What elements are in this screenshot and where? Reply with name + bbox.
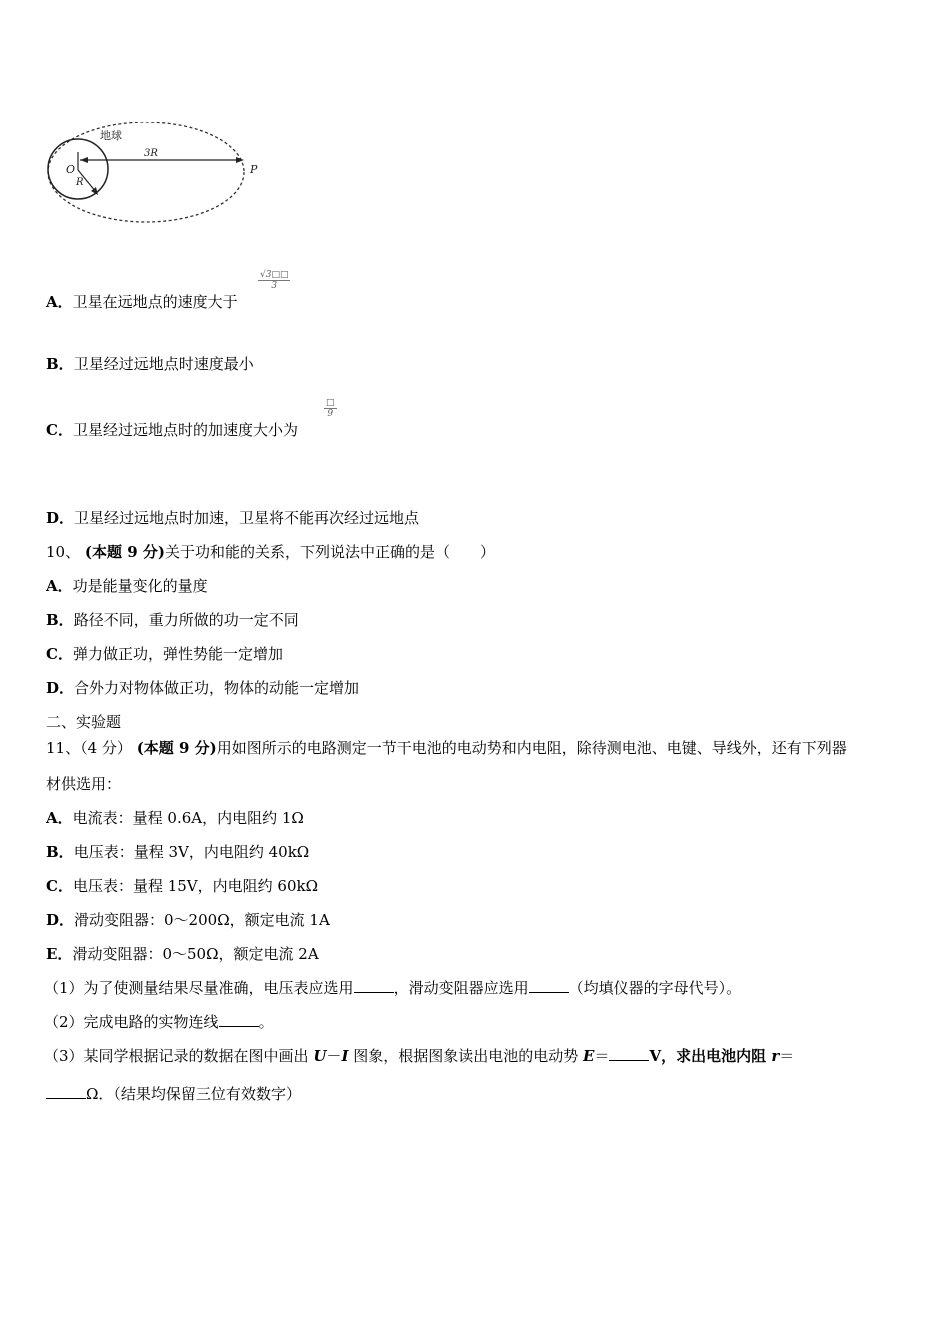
- option-letter: D．: [46, 911, 75, 929]
- distance-label: 3R: [144, 148, 158, 159]
- q9-option-b: [46, 354, 254, 374]
- option-text: 电压表：量程 15V，内电阻约 60kΩ: [72, 877, 319, 895]
- option-text: 滑动变阻器：0～200Ω，额定电流 1A: [74, 911, 330, 929]
- answer-blank[interactable]: [46, 1084, 86, 1099]
- question-tag: (本题 9 分): [136, 739, 217, 757]
- option-text: 电压表：量程 3V，内电阻约 40kΩ: [73, 843, 310, 861]
- q11-option-c: [46, 876, 318, 896]
- q9-option-c: [46, 420, 298, 440]
- q9-option-a: [46, 292, 238, 312]
- question-text: 用如图所示的电路测定一节干电池的电动势和内电阻，除待测电池、电键、导线外，还有下列器: [216, 739, 847, 757]
- option-letter: C．: [46, 645, 73, 663]
- equals-sign: ＝: [779, 1047, 795, 1065]
- option-text: 弹力做正功，弹性势能一定增加: [72, 645, 283, 663]
- fraction-numerator: √3□□: [260, 270, 289, 280]
- variable-u: U: [313, 1047, 327, 1065]
- part-number: （3）: [44, 1047, 84, 1065]
- question-number: 11、（4 分）: [46, 739, 132, 757]
- q11-option-d: [46, 910, 330, 930]
- part-text: Ω．（结果均保留三位有效数字）: [86, 1085, 301, 1103]
- part-text: ，滑动变阻器应选用: [393, 979, 529, 997]
- variable-i: I: [341, 1047, 349, 1065]
- option-letter: D．: [46, 679, 75, 697]
- fraction-denominator: 3: [271, 281, 278, 291]
- part-text: 某同学根据记录的数据在图中画出: [83, 1047, 314, 1065]
- arrow-left-head: [80, 157, 88, 163]
- answer-blank[interactable]: [529, 978, 569, 993]
- option-letter: B．: [46, 355, 74, 373]
- q11-part-2: [44, 1012, 274, 1032]
- q10-stem: [46, 542, 495, 562]
- part-text: （均填仪器的字母代号）。: [568, 979, 742, 997]
- r-label: R: [76, 177, 84, 188]
- answer-blank[interactable]: [219, 1012, 259, 1027]
- option-text: 卫星在远地点的速度大于: [72, 293, 238, 311]
- earth-label: 地球: [100, 129, 122, 142]
- part-text: 。: [258, 1013, 274, 1031]
- q11-part-3-continued: [46, 1084, 301, 1104]
- option-text: 滑动变阻器：0～50Ω，额定电流 2A: [72, 945, 319, 963]
- question-tag: (本题 9 分): [84, 543, 165, 561]
- fraction-numerator: □: [326, 398, 335, 408]
- option-letter: B．: [46, 843, 74, 861]
- q9-a-fraction: [258, 270, 290, 291]
- answer-blank[interactable]: [609, 1046, 649, 1061]
- option-text: 合外力对物体做正功，物体的动能一定增加: [74, 679, 360, 697]
- part-text: 完成电路的实物连线: [83, 1013, 219, 1031]
- q11-stem: [46, 738, 847, 758]
- option-letter: B．: [46, 611, 74, 629]
- q11-stem-continued: 材供选用：: [46, 775, 122, 793]
- fraction-denominator: 9: [327, 409, 334, 419]
- center-label: O: [66, 163, 76, 176]
- q11-option-b: [46, 842, 309, 862]
- option-letter: A．: [46, 293, 73, 311]
- orbit-ellipse: [48, 122, 244, 222]
- part-number: （1）: [44, 979, 84, 997]
- option-letter: C．: [46, 877, 73, 895]
- question-number: 10、: [46, 543, 81, 561]
- option-letter: A．: [46, 577, 73, 595]
- option-text: 卫星经过远地点时速度最小: [73, 355, 254, 373]
- dash: －: [326, 1047, 342, 1065]
- variable-e: E: [583, 1047, 595, 1065]
- part-text: V，求出电池内阻: [649, 1047, 772, 1065]
- variable-r: r: [771, 1047, 780, 1065]
- arrow-right-head: [236, 157, 244, 163]
- option-letter: A．: [46, 809, 73, 827]
- q10-option-b: [46, 610, 299, 630]
- option-text: 路径不同，重力所做的功一定不同: [73, 611, 299, 629]
- option-text: 卫星经过远地点时加速，卫星将不能再次经过远地点: [74, 509, 420, 527]
- q9-c-fraction: [324, 398, 337, 419]
- part-text: 为了使测量结果尽量准确，电压表应选用: [83, 979, 354, 997]
- part-text: 图象，根据图象读出电池的电动势: [348, 1047, 584, 1065]
- question-text: 关于功和能的关系，下列说法中正确的是（ ）: [164, 543, 495, 561]
- q9-option-d: [46, 508, 419, 528]
- q11-option-e: [46, 944, 319, 964]
- part-number: （2）: [44, 1013, 84, 1031]
- option-letter: E．: [46, 945, 73, 963]
- option-letter: C．: [46, 421, 73, 439]
- equals-sign: ＝: [594, 1047, 610, 1065]
- option-text: 卫星经过远地点时的加速度大小为: [72, 421, 298, 439]
- q11-part-1: [44, 978, 741, 998]
- q11-part-3: [44, 1046, 794, 1066]
- q10-option-a: [46, 576, 208, 596]
- option-text: 电流表：量程 0.6A，内电阻约 1Ω: [72, 809, 304, 827]
- q10-option-d: [46, 678, 359, 698]
- q11-option-a: [46, 808, 304, 828]
- q10-option-c: [46, 644, 283, 664]
- section-heading: 二、实验题: [46, 713, 122, 731]
- point-p-label: P: [250, 163, 258, 176]
- orbit-diagram: [44, 122, 274, 232]
- option-text: 功是能量变化的量度: [72, 577, 208, 595]
- option-letter: D．: [46, 509, 75, 527]
- answer-blank[interactable]: [354, 978, 394, 993]
